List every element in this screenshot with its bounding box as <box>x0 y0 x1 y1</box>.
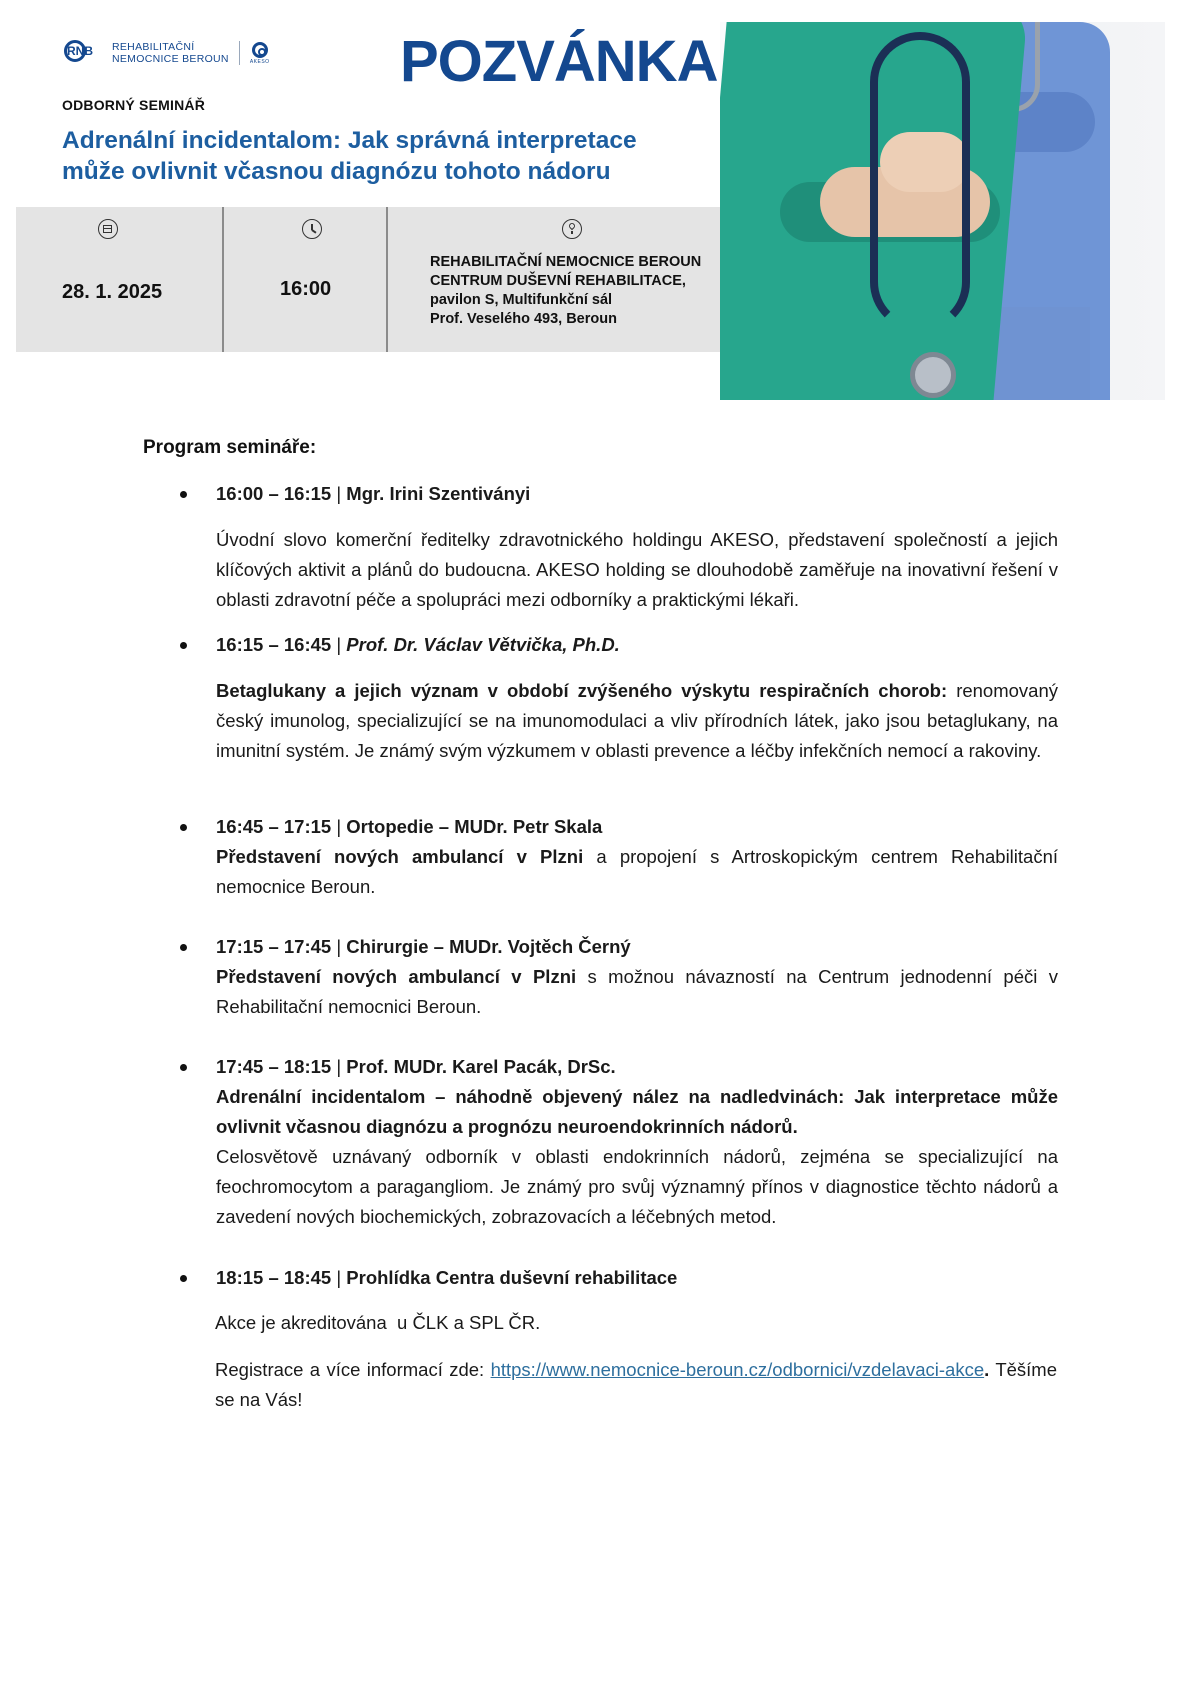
band-divider <box>222 207 224 352</box>
separator: | <box>336 634 342 655</box>
hospital-logo <box>64 40 270 66</box>
separator: | <box>336 1267 342 1288</box>
program-description <box>216 962 1058 1022</box>
program-speaker: Prof. Dr. Václav Větvička, Ph.D. <box>346 634 620 655</box>
program-time: 16:15 – 16:45 <box>216 634 332 655</box>
bullet-icon <box>180 824 187 831</box>
akeso-swirl-icon <box>252 42 268 58</box>
rnb-logo-letters: RNB <box>64 40 86 62</box>
program-speaker: Prohlídka Centra duševní rehabilitace <box>346 1267 678 1288</box>
program-item <box>216 1052 1058 1232</box>
program-item-header <box>216 479 1058 509</box>
program-description: Úvodní slovo komerční ředitelky zdravotnického holdingu AKESO, představení společností a jejich klíčových aktivit a plánů do budoucna. AKESO holding se dlouhodobě zaměřuje na inovativní řešení v oblasti zdravotní péče a spolupráci mezi odborníky a praktickými lékaři. <box>216 529 1058 610</box>
program-item <box>216 932 1058 1022</box>
bullet-icon <box>180 1064 187 1071</box>
program-description: Celosvětově uznávaný odborník v oblasti endokrinních nádorů, zejména se specializující na feochromocytom a paragangliom. Je známý pro svůj významný přínos v diagnostice těchto nádorů a zavedení nových biochemických, zobrazovacích a léčebných metod. <box>216 1146 1058 1227</box>
clock-icon <box>302 219 322 239</box>
program-description-text: a propojení s Artroskopickým centrem Rehabilitační nemocnice Beroun. <box>216 846 1059 897</box>
registration-period: . <box>984 1359 990 1380</box>
location-line: pavilon S, Multifunkční sál <box>430 292 613 308</box>
separator: | <box>336 936 342 957</box>
program-time: 18:15 – 18:45 <box>216 1267 332 1288</box>
closing-text: Těšíme se na Vás! <box>215 1359 1057 1410</box>
program-item-header <box>216 1263 1058 1293</box>
akeso-logo <box>250 42 270 65</box>
location-line: CENTRUM DUŠEVNÍ REHABILITACE, <box>430 273 686 289</box>
seminar-type: ODBORNÝ SEMINÁŘ <box>62 97 206 113</box>
event-date: 28. 1. 2025 <box>62 281 163 303</box>
program-item <box>216 812 1058 902</box>
location-line: REHABILITAČNÍ NEMOCNICE BEROUN <box>430 254 702 270</box>
band-divider <box>386 207 388 352</box>
program-speaker: Chirurgie – MUDr. Vojtěch Černý <box>346 936 631 957</box>
bullet-icon <box>180 1275 187 1282</box>
location-line: Prof. Veselého 493, Beroun <box>430 311 617 327</box>
program-topic: Představení nových ambulancí v Plzni <box>216 966 577 987</box>
registration-prefix: Registrace a více informací zde: <box>215 1359 491 1380</box>
separator: | <box>336 816 342 837</box>
program-item-header <box>216 932 1058 962</box>
program-item <box>216 1263 1058 1293</box>
logo-line-1: REHABILITAČNÍ <box>112 41 195 53</box>
akeso-label: AKESO <box>249 58 270 65</box>
program-description-text: renomovaný český imunolog, specializující se na imunomodulaci a vliv přírodních látek, jako jsou betaglukany, na imunitní systém. Je známý svým výzkumem v oblasti prevence a léčby infekčních nemocí a rakoviny. <box>216 680 1058 761</box>
accreditation-note: Akce je akreditována u ČLK a SPL ČR. <box>215 1312 541 1333</box>
separator: | <box>336 1056 342 1077</box>
program-topic: Adrenální incidentalom – náhodně objevený nález na nadledvinách: Jak interpretace může ovlivnit včasnou diagnózu a prognózu neuroendokrinních nádorů. <box>216 1086 1058 1137</box>
program-time: 17:15 – 17:45 <box>216 936 332 957</box>
program-time: 17:45 – 18:15 <box>216 1056 332 1077</box>
logo-divider <box>239 41 240 65</box>
program-description <box>216 842 1058 902</box>
registration-link[interactable]: https://www.nemocnice-beroun.cz/odbornici/vzdelavaci-akce <box>490 1359 985 1380</box>
event-time: 16:00 <box>280 278 332 300</box>
program-time: 16:45 – 17:15 <box>216 816 332 837</box>
program-speaker: Ortopedie – MUDr. Petr Skala <box>346 816 603 837</box>
program-speaker: Mgr. Irini Szentiványi <box>346 483 531 504</box>
logo-text <box>112 41 229 65</box>
photo-stethoscope-icon <box>870 32 970 332</box>
invitation-title: POZVÁNKA <box>400 29 718 94</box>
program-item-header <box>216 812 1058 842</box>
location-pin-icon <box>562 219 582 239</box>
rnb-logo-mark <box>64 40 108 66</box>
bullet-icon <box>180 944 187 951</box>
event-location <box>430 253 750 329</box>
registration-note <box>215 1355 1057 1415</box>
separator: | <box>336 483 342 504</box>
program-speaker: Prof. MUDr. Karel Pacák, DrSc. <box>346 1056 616 1077</box>
program-item <box>216 630 1058 766</box>
bullet-icon <box>180 642 187 649</box>
program-item-header <box>216 630 1058 660</box>
program-description-text: s možnou návazností na Centrum jednodenní péči v Rehabilitační nemocnici Beroun. <box>216 966 1059 1017</box>
program-item-header <box>216 1052 1058 1082</box>
program-heading: Program semináře: <box>143 437 317 458</box>
doctors-photo <box>720 22 1165 400</box>
logo-line-2: NEMOCNICE BEROUN <box>112 53 229 65</box>
bullet-icon <box>180 491 187 498</box>
seminar-title: Adrenální incidentalom: Jak správná interpretace může ovlivnit včasnou diagnózu tohoto nádoru <box>62 127 637 185</box>
program-time: 16:00 – 16:15 <box>216 483 332 504</box>
program-topic: Betaglukany a jejich význam v období zvýšeného výskytu respiračních chorob: <box>216 680 948 701</box>
program-item <box>216 479 1058 615</box>
event-info-band <box>16 207 756 352</box>
program-topic: Představení nových ambulancí v Plzni <box>216 846 584 867</box>
program-description <box>216 676 1058 766</box>
calendar-icon <box>98 219 118 239</box>
